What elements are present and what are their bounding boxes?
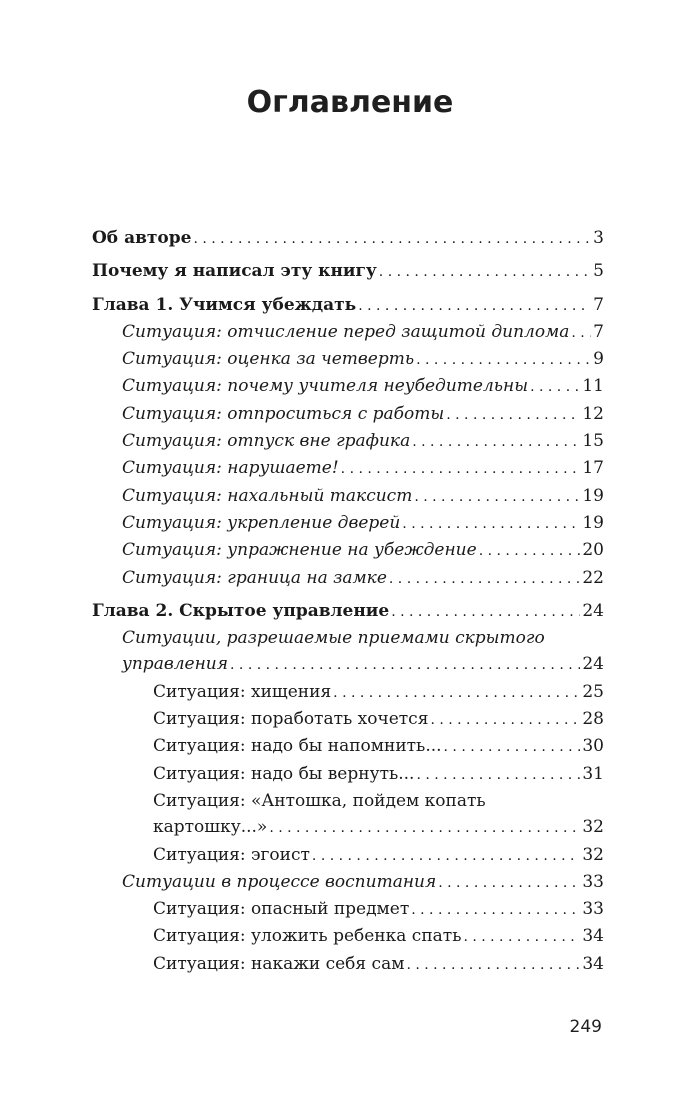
toc-entry-title: Ситуация: поработать хочется [153,709,429,730]
toc-page-number: 15 [582,431,604,452]
toc-page-number: 28 [582,709,604,730]
toc-entry[interactable] [92,455,604,482]
toc-entry-title: Ситуация: отпроситься с работы [122,403,445,424]
toc-entry[interactable] [92,842,604,869]
toc-entry[interactable] [92,706,604,733]
toc-leader-dots [230,651,580,678]
toc-entry[interactable] [92,537,604,564]
toc-entry[interactable] [92,679,604,706]
toc-page-number: 7 [593,321,604,342]
toc-entry[interactable] [92,733,604,760]
toc-entry-title-line2: картошку...» [153,817,268,838]
toc-entry-title: Ситуация: оценка за четверть [122,349,415,370]
toc-leader-dots [430,706,580,733]
toc-entry-title-line1: Ситуация: «Антошка, пойдем копать [153,790,486,811]
toc-leader-dots [446,401,580,428]
toc-entry-title: Ситуация: хищения [153,681,332,702]
toc-entry-title: Ситуация: упражнение на убеждение [122,540,477,561]
toc-entry[interactable] [92,319,604,346]
toc-leader-dots [479,537,581,564]
toc-page-number: 33 [582,899,604,920]
toc-entry-title-line2: управления [122,654,229,675]
toc-entry-chapter-1[interactable] [92,292,604,319]
toc-leader-dots [312,842,580,869]
toc-page-number: 22 [582,567,604,588]
toc-leader-dots [402,510,580,537]
toc-leader-dots [193,225,591,252]
toc-entry-title: Ситуация: нарушаете! [122,458,339,479]
toc-entry[interactable] [92,923,604,950]
toc-leader-dots [389,565,580,592]
page-title: Оглавление [246,85,454,120]
toc-page-number: 12 [582,403,604,424]
toc-page-number: 32 [582,817,604,838]
toc-page-number: 30 [582,736,604,757]
toc-leader-dots [530,373,580,400]
toc-entry-chapter-2[interactable] [92,598,604,625]
toc-entry[interactable] [92,483,604,510]
toc-page-number: 19 [582,512,604,533]
toc-entry-title: Ситуация: нахальный таксист [122,485,413,506]
page-number: 249 [569,1017,602,1037]
toc-entry-title: Глава 2. Скрытое управление [92,600,390,621]
toc-entry[interactable] [92,869,604,896]
toc-leader-dots [391,598,580,625]
toc-page-number: 19 [582,485,604,506]
toc-page-number: 7 [593,294,604,315]
toc-entry-multiline[interactable] [92,625,604,679]
toc-leader-dots [463,923,580,950]
toc-entry[interactable] [92,761,604,788]
toc-page-number: 24 [582,654,604,675]
toc-entry-title: Глава 1. Учимся убеждать [92,294,357,315]
toc-page-number: 32 [582,844,604,865]
toc-leader-dots [333,679,580,706]
toc-entry[interactable] [92,428,604,455]
toc-leader-dots [412,428,580,455]
toc-page-number: 5 [593,261,604,282]
toc-page-number: 11 [582,376,604,397]
toc-leader-dots [269,814,580,841]
toc-entry-title: Ситуация: накажи себя сам [153,953,405,974]
toc-leader-dots [414,483,580,510]
toc-leader-dots [438,869,580,896]
toc-entry[interactable] [92,401,604,428]
toc-leader-dots [341,455,581,482]
toc-entry-title: Ситуация: укрепление дверей [122,512,401,533]
toc-entry-title: Об авторе [92,228,192,248]
toc-page-number: 24 [582,600,604,621]
toc-entry-title: Ситуация: уложить ребенка спать [153,926,462,947]
toc-page-number: 17 [582,458,604,479]
toc-entry-why-wrote[interactable] [92,258,604,285]
toc-page-number: 33 [582,871,604,892]
toc-entry-title: Ситуация: граница на замке [122,567,387,588]
toc-entry[interactable] [92,896,604,923]
toc-page-number: 34 [582,926,604,947]
toc-leader-dots [379,258,591,285]
toc-entry-title: Ситуация: эгоист [153,844,310,865]
toc-entry-title: Ситуация: отпуск вне графика [122,431,411,452]
toc-entry[interactable] [92,951,604,978]
toc-page-number: 25 [582,681,604,702]
toc-entry-title: Ситуация: надо бы вернуть... [153,763,415,784]
toc-leader-dots [416,761,580,788]
toc-leader-dots [416,346,591,373]
toc-page-number: 31 [582,763,604,784]
toc-entry-title: Ситуация: отчисление перед защитой диплома [122,321,570,342]
toc-page-number: 34 [582,953,604,974]
toc-entry-title: Ситуации в процессе воспитания [122,871,437,892]
toc-entry-multiline[interactable] [92,788,604,842]
toc-leader-dots [444,733,581,760]
toc-entry-about-author[interactable] [92,225,604,252]
toc-entry[interactable] [92,510,604,537]
table-of-contents [92,225,604,978]
toc-leader-dots [406,951,580,978]
toc-entry[interactable] [92,373,604,400]
toc-leader-dots [411,896,580,923]
toc-entry-title: Почему я написал эту книгу [92,261,377,282]
toc-entry-title-line1: Ситуации, разрешаемые приемами скрытого [122,628,545,649]
toc-entry[interactable] [92,346,604,373]
toc-page-number: 20 [582,540,604,561]
toc-entry[interactable] [92,565,604,592]
toc-entry-title: Ситуация: почему учителя неубедительны [122,376,529,397]
toc-entry-title: Ситуация: надо бы напомнить... [153,736,442,757]
toc-leader-dots [571,319,591,346]
toc-leader-dots [358,292,591,319]
toc-entry-title: Ситуация: опасный предмет [153,899,410,920]
toc-page-number: 9 [593,349,604,370]
toc-page-number: 3 [593,228,604,248]
